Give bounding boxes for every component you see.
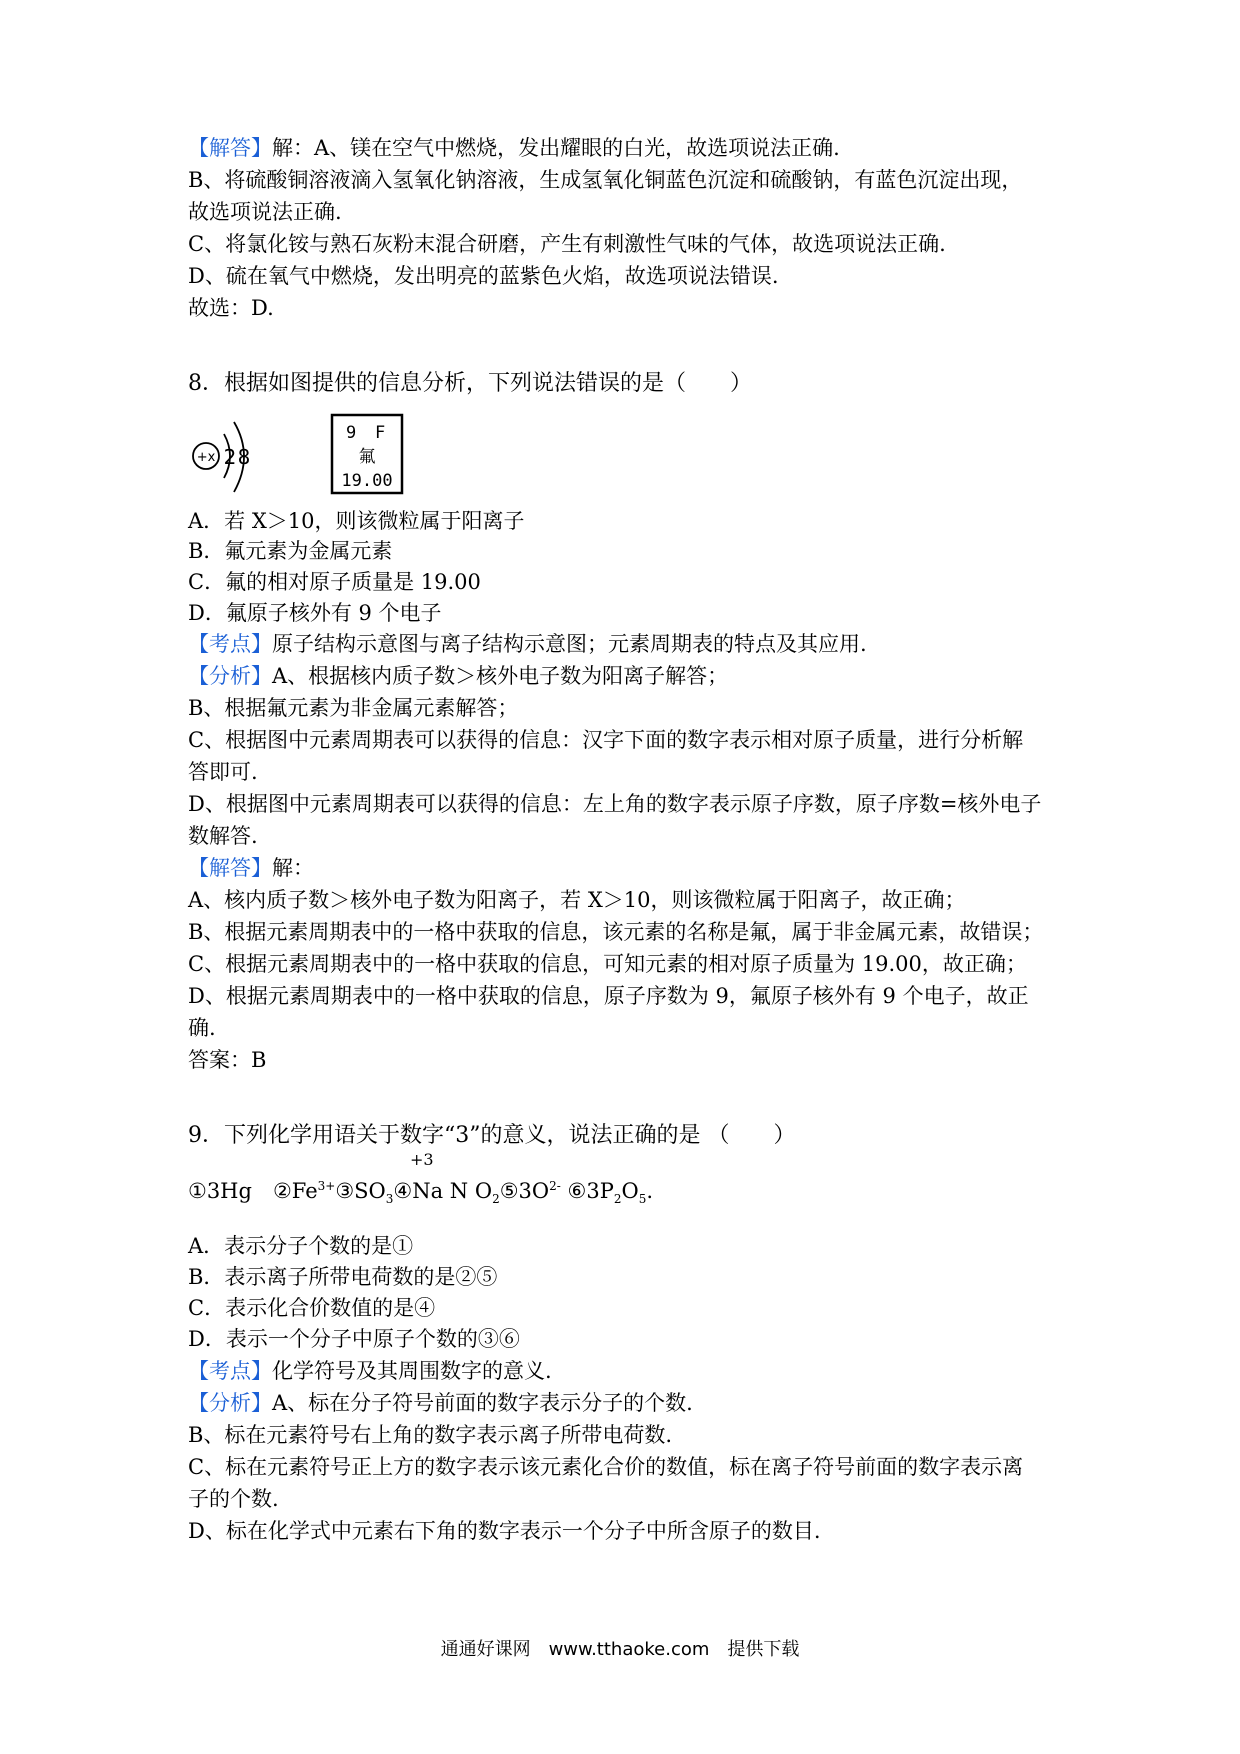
answer-line: C、将氯化铵与熟石灰粉末混合研磨，产生有刺激性气味的气体，故选项说法正确. bbox=[188, 232, 946, 256]
chemical-symbols: ①3Hg $②Fe^{3+}③SO_3④Na$ N $O_2⑤3O^{2-}$ $⑥3P_2O_5$. bbox=[188, 1179, 654, 1207]
fenxi-tag: 【分析】 bbox=[188, 664, 272, 688]
answer-tag: 【解答】 bbox=[188, 136, 272, 160]
fenxi-line: 数解答. bbox=[188, 824, 258, 848]
question-8-figure bbox=[188, 412, 428, 502]
page-footer: 通通好课网 www.tthaoke.com 提供下载 bbox=[440, 1639, 800, 1660]
option: D．表示一个分子中原子个数的③⑥ bbox=[188, 1327, 520, 1351]
fenxi-line: 【分析】A、标在分子符号前面的数字表示分子的个数. bbox=[188, 1391, 693, 1415]
kaodian-line: 【考点】化学符号及其周围数字的意义. bbox=[188, 1359, 552, 1383]
fenxi-line: C、根据图中元素周期表可以获得的信息：汉字下面的数字表示相对原子质量，进行分析解 bbox=[188, 728, 1024, 752]
kaodian-tag: 【考点】 bbox=[188, 632, 272, 656]
answer-line: 【解答】解：A、镁在空气中燃烧，发出耀眼的白光，故选项说法正确. bbox=[188, 136, 840, 160]
jieda-tag: 【解答】 bbox=[188, 856, 272, 880]
fenxi-line: D、标在化学式中元素右下角的数字表示一个分子中所含原子的数目. bbox=[188, 1519, 821, 1543]
fenxi-line: C、标在元素符号正上方的数字表示该元素化合价的数值，标在离子符号前面的数字表示离 bbox=[188, 1455, 1024, 1479]
fenxi-line: B、根据氟元素为非金属元素解答； bbox=[188, 696, 519, 720]
answer-line: 故选：D. bbox=[188, 296, 274, 320]
answer-line: 故选项说法正确. bbox=[188, 200, 342, 224]
atom-structure-diagram bbox=[193, 422, 250, 492]
fenxi-line: 【分析】A、根据核内质子数＞核外电子数为阳离子解答； bbox=[188, 664, 729, 688]
fenxi-line: D、根据图中元素周期表可以获得的信息：左上角的数字表示原子序数，原子序数=核外电子 bbox=[188, 792, 1042, 816]
question-9-stem: 9．下列化学用语关于数字“3”的意义，说法正确的是 （ ） bbox=[188, 1123, 796, 1148]
option: B．表示离子所带电荷数的是②⑤ bbox=[188, 1265, 498, 1289]
jieda-line: A、核内质子数＞核外电子数为阳离子，若 X＞10，则该微粒属于阳离子，故正确； bbox=[188, 888, 966, 912]
option: D．氟原子核外有 9 个电子 bbox=[188, 601, 442, 625]
jieda-line: B、根据元素周期表中的一格中获取的信息，该元素的名称是氟，属于非金属元素，故错误； bbox=[188, 920, 1044, 944]
element-name: 氟 bbox=[358, 447, 376, 467]
fenxi-line: 子的个数. bbox=[188, 1487, 279, 1511]
jieda-line: 【解答】解： bbox=[188, 856, 314, 880]
fenxi-line: 答即可. bbox=[188, 760, 258, 784]
kaodian-tag: 【考点】 bbox=[188, 1359, 272, 1383]
option: A．表示分子个数的是① bbox=[188, 1234, 414, 1258]
fenxi-tag: 【分析】 bbox=[188, 1391, 272, 1415]
atomic-mass: 19.00 bbox=[341, 471, 393, 491]
option: C．表示化合价数值的是④ bbox=[188, 1296, 436, 1320]
valence-mark: +3 bbox=[410, 1150, 434, 1169]
shell1-electrons: 2 bbox=[223, 445, 237, 469]
jieda-line: 确. bbox=[188, 1016, 216, 1040]
shell2-electrons: 8 bbox=[237, 445, 251, 469]
answer-line: D、硫在氧气中燃烧，发出明亮的蓝紫色火焰，故选项说法错误. bbox=[188, 264, 779, 288]
option: C．氟的相对原子质量是 19.00 bbox=[188, 570, 481, 594]
element-cell bbox=[332, 415, 402, 493]
fenxi-line: B、标在元素符号右上角的数字表示离子所带电荷数. bbox=[188, 1423, 673, 1447]
question-8-stem: 8．根据如图提供的信息分析，下列说法错误的是（ ） bbox=[188, 371, 752, 396]
atomic-number: 9 bbox=[346, 423, 357, 443]
option: B．氟元素为金属元素 bbox=[188, 539, 393, 563]
kaodian-line: 【考点】原子结构示意图与离子结构示意图；元素周期表的特点及其应用. bbox=[188, 632, 867, 656]
jieda-line: C、根据元素周期表中的一格中获取的信息，可知元素的相对原子质量为 19.00，故正确； bbox=[188, 952, 1027, 976]
answer-line: 答案：B bbox=[188, 1048, 267, 1072]
answer-line: B、将硫酸铜溶液滴入氢氧化钠溶液，生成氢氧化铜蓝色沉淀和硫酸钠，有蓝色沉淀出现， bbox=[188, 168, 1023, 192]
nucleus-label: +x bbox=[196, 450, 216, 465]
jieda-line: D、根据元素周期表中的一格中获取的信息，原子序数为 9，氟原子核外有 9 个电子，故正 bbox=[188, 984, 1029, 1008]
element-symbol: F bbox=[375, 423, 386, 443]
option: A．若 X＞10，则该微粒属于阳离子 bbox=[188, 509, 525, 533]
